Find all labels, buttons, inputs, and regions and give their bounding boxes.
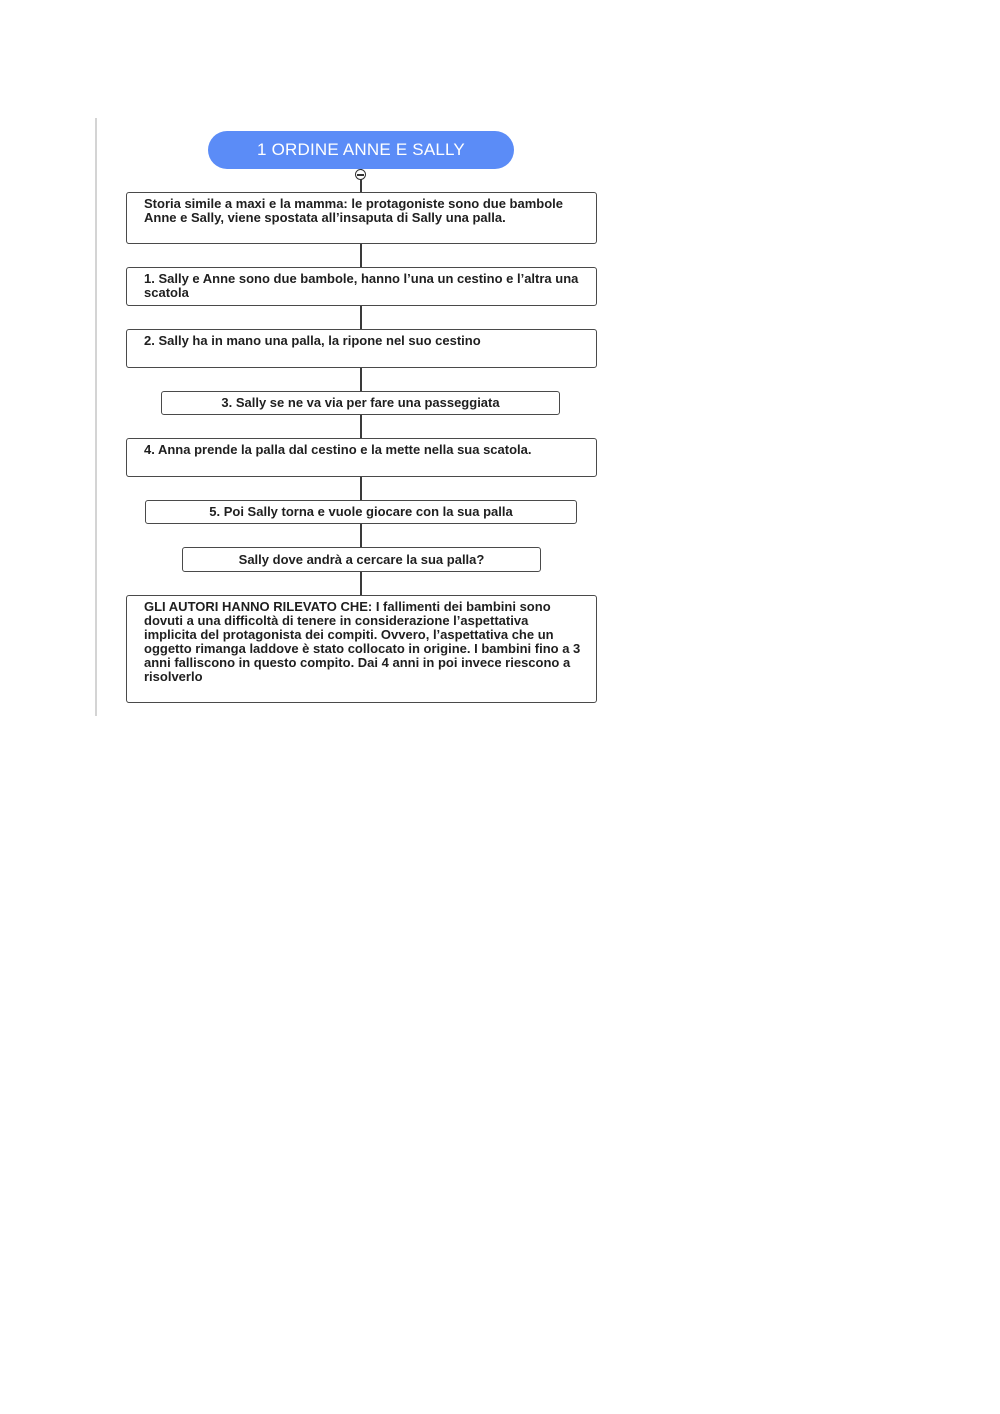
root-node-title[interactable]: 1 ORDINE ANNE E SALLY: [208, 131, 514, 169]
connector-step4-step5: [360, 476, 362, 501]
node-step-4[interactable]: 4. Anna prende la palla dal cestino e la mette nella sua scatola.: [126, 438, 597, 477]
connector-step3-step4: [360, 414, 362, 439]
node-step-5[interactable]: 5. Poi Sally torna e vuole giocare con la sua palla: [145, 500, 577, 524]
connector-step5-question: [360, 523, 362, 548]
connector-step1-step2: [360, 305, 362, 330]
node-step-2[interactable]: 2. Sally ha in mano una palla, la ripone nel suo cestino: [126, 329, 597, 368]
node-step-3[interactable]: 3. Sally se ne va via per fare una passeggiata: [161, 391, 560, 415]
node-conclusion[interactable]: GLI AUTORI HANNO RILEVATO CHE: I fallimenti dei bambini sono dovuti a una difficoltà di tenere in considerazione l’aspettativa implicita del protagonista dei compiti. Ovvero, l’aspettativa che un oggetto rimanga laddove è stato collocato in origine. I bambini fino a 3 anni falliscono in questo compito. Dai 4 anni in poi invece riescono a risolverlo: [126, 595, 597, 703]
node-question[interactable]: Sally dove andrà a cercare la sua palla?: [182, 547, 541, 572]
connector-intro-step1: [360, 243, 362, 268]
connector-question-conclusion: [360, 571, 362, 596]
node-intro[interactable]: Storia simile a maxi e la mamma: le protagoniste sono due bambole Anne e Sally, viene spostata all’insaputa di Sally una palla.: [126, 192, 597, 244]
minus-circle-icon[interactable]: [355, 169, 366, 180]
connector-step2-step3: [360, 367, 362, 392]
node-step-1[interactable]: 1. Sally e Anne sono due bambole, hanno l’una un cestino e l’altra una scatola: [126, 267, 597, 306]
page-margin-rule: [95, 118, 97, 716]
